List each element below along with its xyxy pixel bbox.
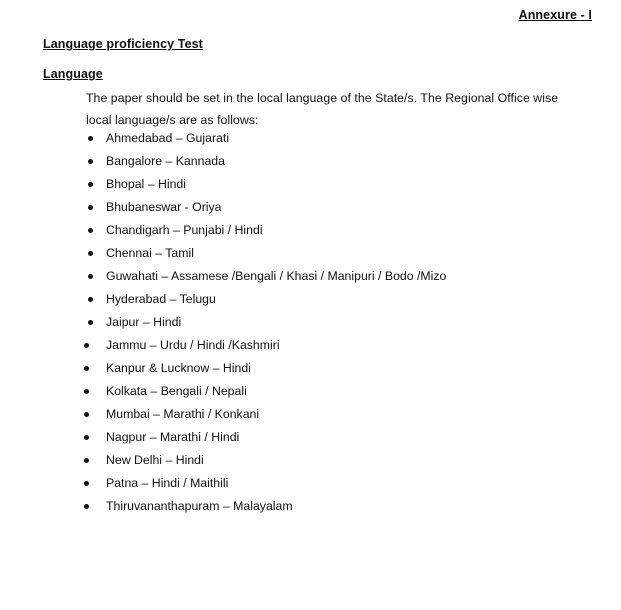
bullet-icon	[88, 274, 93, 279]
list-item-text: Chandigarh – Punjabi / Hindi	[106, 223, 263, 237]
list-item-text: Jaipur – Hindi	[106, 315, 182, 329]
list-item-text: Bhubaneswar - Oriya	[106, 200, 222, 214]
annexure-label: Annexure - I	[518, 8, 592, 22]
bullet-icon	[88, 159, 93, 164]
bullet-icon	[84, 412, 89, 417]
list-item-text: Patna – Hindi / Maithili	[106, 476, 229, 490]
list-item-text: Bangalore – Kannada	[106, 154, 225, 168]
document-title: Language proficiency Test	[43, 37, 203, 51]
bullet-icon	[88, 297, 93, 302]
list-item-text: Ahmedabad – Gujarati	[106, 131, 230, 145]
bullet-icon	[88, 136, 93, 141]
intro-line: The paper should be set in the local language of the State/s. The Regional Office wise	[86, 91, 559, 105]
list-item-text: Thiruvananthapuram – Malayalam	[106, 499, 293, 513]
bullet-icon	[84, 504, 89, 509]
bullet-icon	[84, 458, 89, 463]
bullet-icon	[88, 182, 93, 187]
list-item-text: Mumbai – Marathi / Konkani	[106, 407, 260, 421]
bullet-icon	[88, 251, 93, 256]
bullet-icon	[88, 320, 93, 325]
list-item-text: Kolkata – Bengali / Nepali	[106, 384, 247, 398]
list-item-text: Chennai – Tamil	[106, 246, 194, 260]
section-heading: Language	[43, 67, 103, 81]
list-item-text: Nagpur – Marathi / Hindi	[106, 430, 240, 444]
list-item-text: Bhopal – Hindi	[106, 177, 186, 191]
list-item-text: New Delhi – Hindi	[106, 453, 204, 467]
list-item-text: Kanpur & Lucknow – Hindi	[106, 361, 251, 375]
bullet-icon	[88, 205, 93, 210]
intro-paragraph	[86, 87, 596, 131]
list-item-text: Jammu – Urdu / Hindi /Kashmiri	[106, 338, 280, 352]
bullet-icon	[84, 435, 89, 440]
intro-line: local language/s are as follows:	[86, 113, 259, 127]
list-item-text: Hyderabad – Telugu	[106, 292, 216, 306]
bullet-icon	[84, 366, 89, 371]
bullet-icon	[84, 389, 89, 394]
bullet-icon	[84, 481, 89, 486]
bullet-icon	[88, 228, 93, 233]
list-item-text: Guwahati – Assamese /Bengali / Khasi / Manipuri / Bodo /Mizo	[106, 269, 447, 283]
bullet-icon	[84, 343, 89, 348]
